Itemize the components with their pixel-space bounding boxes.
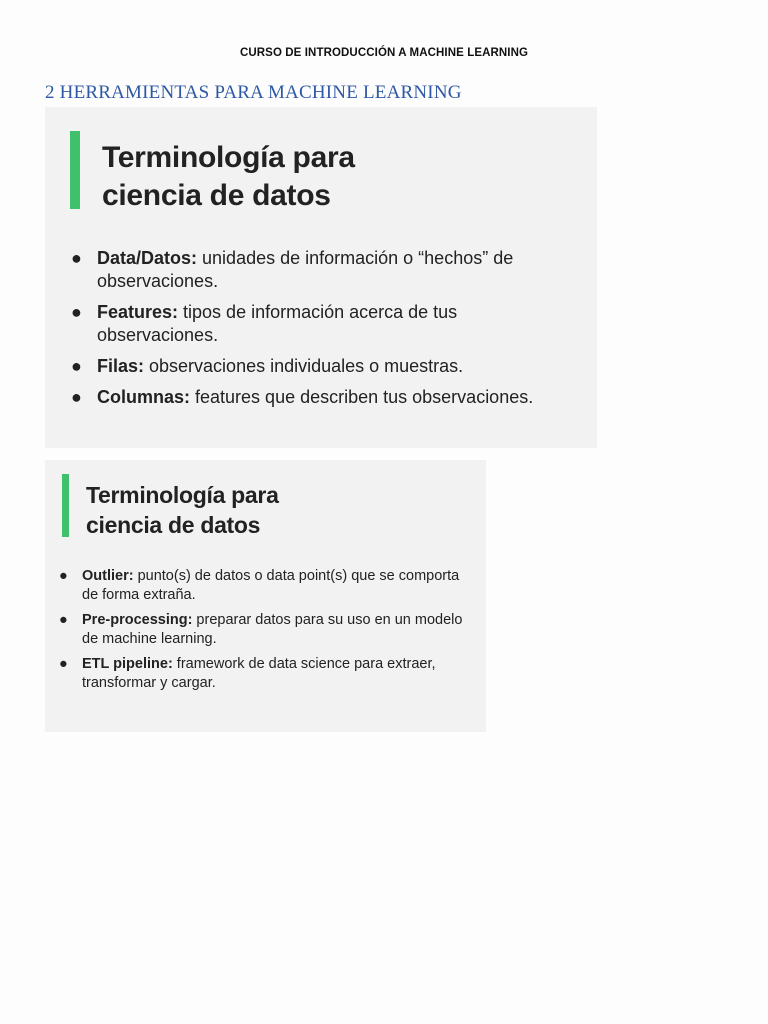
- term-label: Pre-processing:: [82, 612, 193, 628]
- slide-title-line: ciencia de datos: [102, 179, 331, 212]
- term-definition: framework de data science para extraer, transformar y cargar.: [82, 656, 436, 691]
- accent-bar: [62, 474, 69, 537]
- list-item: [71, 301, 581, 347]
- list-item: [59, 567, 479, 605]
- section-heading: 2 HERRAMIENTAS PARA MACHINE LEARNING: [45, 82, 462, 103]
- slide-title-line: Terminología para: [102, 141, 355, 174]
- term-label: Data/Datos:: [97, 248, 198, 268]
- bullet-icon: ●: [59, 568, 68, 584]
- bullet-icon: ●: [71, 387, 82, 407]
- slide-title: [102, 139, 355, 215]
- list-item: [71, 247, 581, 293]
- term-label: Filas:: [97, 356, 145, 376]
- bullet-icon: ●: [71, 248, 82, 268]
- slide-title-line: ciencia de datos: [86, 512, 261, 538]
- accent-bar: [70, 131, 80, 209]
- list-item: [71, 386, 581, 409]
- term-definition: preparar datos para su uso en un modelo de machine learning.: [82, 612, 463, 647]
- term-list: [71, 247, 581, 417]
- term-list: [59, 567, 479, 699]
- slide-image-terminology-1: [45, 107, 597, 448]
- term-definition: observaciones individuales o muestras.: [144, 356, 464, 376]
- slide-image-terminology-2: [45, 460, 486, 732]
- term-definition: features que describen tus observaciones.: [190, 387, 534, 407]
- running-header: CURSO DE INTRODUCCIÓN A MACHINE LEARNING: [239, 47, 529, 59]
- slide-title: [86, 480, 279, 540]
- term-label: ETL pipeline:: [82, 656, 173, 672]
- term-label: Features:: [97, 302, 179, 322]
- slide-title-line: Terminología para: [86, 482, 279, 508]
- list-item: [71, 355, 581, 378]
- list-item: [59, 611, 479, 649]
- bullet-icon: ●: [71, 356, 82, 376]
- term-label: Columnas:: [97, 387, 191, 407]
- bullet-icon: ●: [59, 656, 68, 672]
- term-definition: unidades de información o “hechos” de observaciones.: [97, 248, 514, 291]
- term-label: Outlier:: [82, 568, 134, 584]
- bullet-icon: ●: [59, 612, 68, 628]
- list-item: [59, 655, 479, 693]
- term-definition: punto(s) de datos o data point(s) que se comporta de forma extraña.: [82, 568, 460, 603]
- bullet-icon: ●: [71, 302, 82, 322]
- term-definition: tipos de información acerca de tus observaciones.: [97, 302, 458, 345]
